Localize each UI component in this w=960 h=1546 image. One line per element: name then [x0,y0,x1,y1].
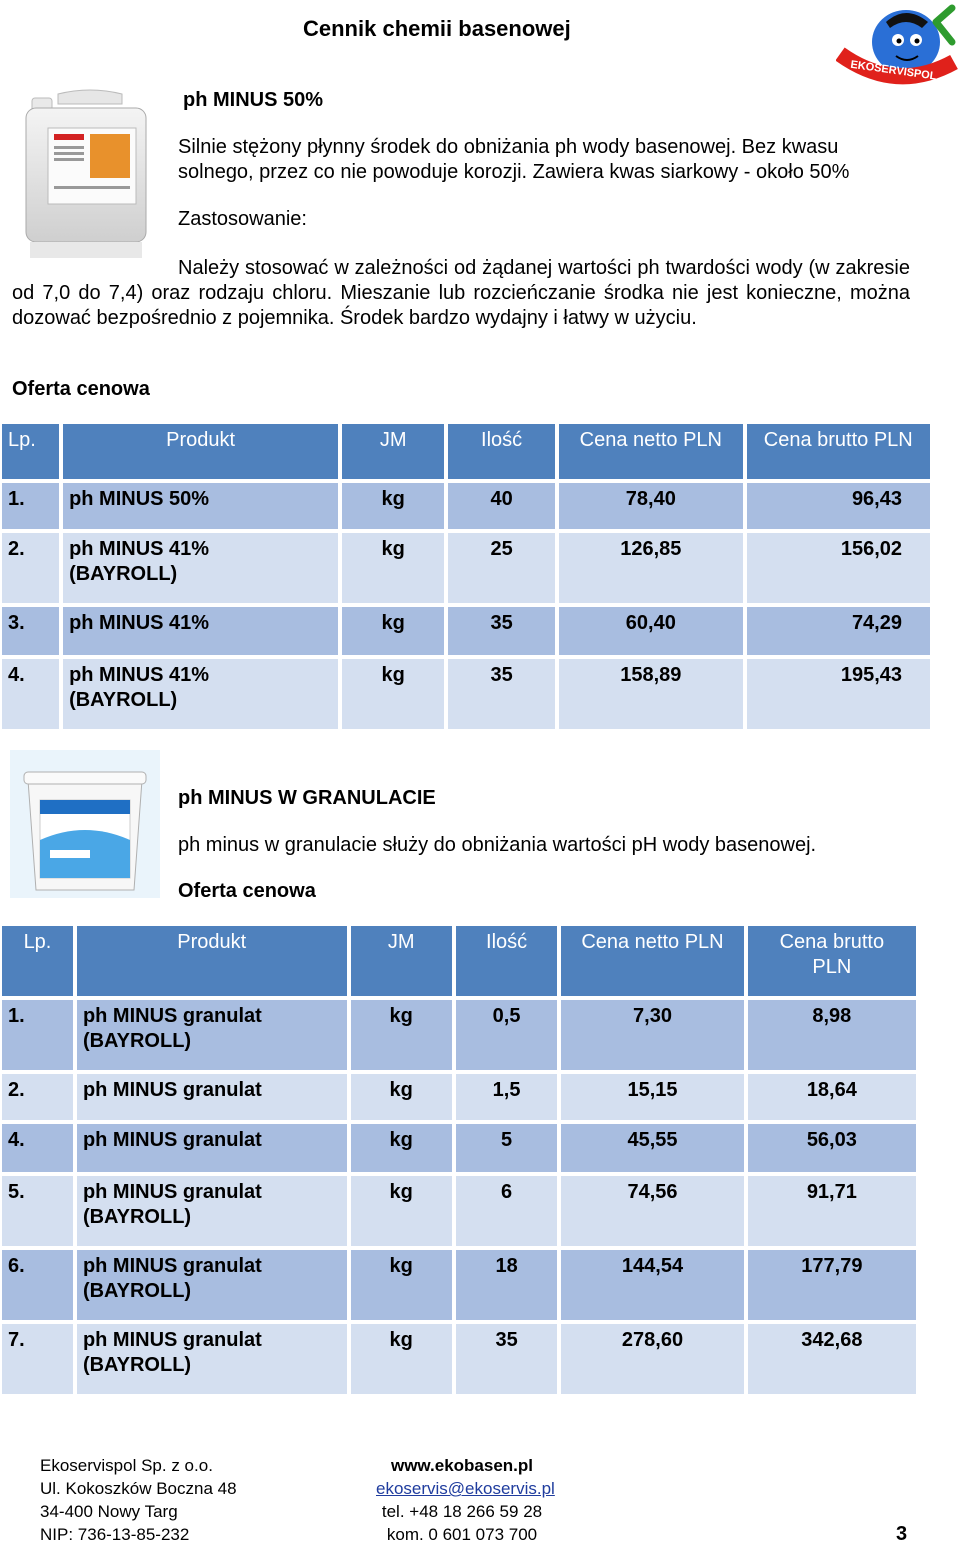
row-gross: 195,43 [747,659,930,729]
page-number: 3 [896,1523,908,1545]
row-gross: 91,71 [748,1176,916,1246]
column-header-lp: Lp. [2,926,73,996]
column-header-gross: Cena brutto PLN [747,424,930,479]
row-lp: 1. [2,483,59,529]
row-qty: 18 [456,1250,557,1320]
row-net: 126,85 [559,533,742,603]
usage-label: Zastosowanie: [178,208,307,230]
footer-address [40,1454,237,1546]
column-header-gross: Cena brutto PLN [748,926,916,996]
column-header-unit: JM [342,424,444,479]
row-lp: 4. [2,1124,73,1172]
footer-phone: tel. +48 18 266 59 28 [381,1502,543,1521]
footer-nip: NIP: 736-13-85-232 [40,1525,190,1544]
column-header-unit: JM [351,926,452,996]
row-net: 144,54 [561,1250,743,1320]
column-header-qty: Ilość [456,926,557,996]
row-gross: 56,03 [748,1124,916,1172]
row-unit: kg [351,1250,452,1320]
row-lp: 4. [2,659,59,729]
footer-contact [376,1454,555,1546]
row-qty: 5 [456,1124,557,1172]
row-unit: kg [351,1074,452,1120]
row-lp: 7. [2,1324,73,1394]
row-unit: kg [342,533,444,603]
row-net: 60,40 [559,607,742,655]
row-qty: 25 [448,533,555,603]
table-row [2,533,930,603]
column-header-product: Produkt [63,424,338,479]
footer-street: Ul. Kokoszków Boczna 48 [40,1479,237,1498]
row-product: ph MINUS 41% (BAYROLL) [63,533,338,603]
row-gross: 8,98 [748,1000,916,1070]
offer-label-granulate: Oferta cenowa [178,880,316,902]
row-net: 158,89 [559,659,742,729]
row-lp: 1. [2,1000,73,1070]
row-lp: 5. [2,1176,73,1246]
row-unit: kg [342,607,444,655]
table-row [2,1000,916,1070]
table-row [2,1250,916,1320]
row-product: ph MINUS 41% [63,607,338,655]
row-product: ph MINUS granulat (BAYROLL) [77,1324,347,1394]
row-unit: kg [351,1124,452,1172]
price-table-granulate [0,922,920,1398]
row-unit: kg [351,1000,452,1070]
footer-company: Ekoservispol Sp. z o.o. [40,1456,213,1475]
row-gross: 342,68 [748,1324,916,1394]
row-qty: 1,5 [456,1074,557,1120]
row-qty: 0,5 [456,1000,557,1070]
column-header-net: Cena netto PLN [561,926,743,996]
row-unit: kg [351,1324,452,1394]
table-row [2,1324,916,1394]
row-lp: 6. [2,1250,73,1320]
row-product: ph MINUS granulat (BAYROLL) [77,1176,347,1246]
footer-city: 34-400 Nowy Targ [40,1502,178,1521]
table-header-row [2,926,916,996]
row-net: 278,60 [561,1324,743,1394]
row-lp: 2. [2,533,59,603]
row-unit: kg [342,483,444,529]
product-image-canister [10,86,160,264]
row-net: 15,15 [561,1074,743,1120]
usage-text: Należy stosować w zależności od żądanej wartości ph twardości wody (w zakresie od 7,0 do 7,4) oraz rodzaju chloru. Mieszanie lub rozcieńczanie środka nie jest konieczne, można dozować bezpośrednio z pojemnika. Środek bardzo wydajny i łatwy w użyciu. [12,257,910,329]
granulate-intro: ph minus w granulacie służy do obniżania wartości pH wody basenowej. [178,834,817,856]
row-product: ph MINUS granulat (BAYROLL) [77,1250,347,1320]
table-row [2,607,930,655]
footer-mobile: kom. 0 601 073 700 [386,1525,538,1544]
row-net: 7,30 [561,1000,743,1070]
row-product: ph MINUS granulat [77,1074,347,1120]
row-product: ph MINUS granulat [77,1124,347,1172]
row-qty: 35 [456,1324,557,1394]
row-gross: 177,79 [748,1250,916,1320]
column-header-net: Cena netto PLN [559,424,742,479]
column-header-qty: Ilość [448,424,555,479]
row-net: 78,40 [559,483,742,529]
offer-label: Oferta cenowa [12,378,150,400]
footer-website[interactable]: www.ekobasen.pl [390,1456,534,1475]
row-qty: 35 [448,607,555,655]
row-qty: 35 [448,659,555,729]
company-logo [836,2,958,90]
row-qty: 40 [448,483,555,529]
row-product: ph MINUS 50% [63,483,338,529]
row-gross: 96,43 [747,483,930,529]
row-lp: 2. [2,1074,73,1120]
product-name-ph-minus-50: ph MINUS 50% [183,89,324,111]
row-net: 74,56 [561,1176,743,1246]
price-table-liquid [0,420,934,733]
product-intro: Silnie stężony płynny środek do obniżania ph wody basenowej. Bez kwasu solnego, przez co nie powoduje korozji. Zawiera kwas siarkowy - około 50% [178,136,850,183]
column-header-lp: Lp. [2,424,59,479]
row-qty: 6 [456,1176,557,1246]
table-row [2,1124,916,1172]
table-row [2,1176,916,1246]
footer-email-link[interactable]: ekoservis@ekoservis.pl [376,1479,555,1498]
row-gross: 74,29 [747,607,930,655]
row-net: 45,55 [561,1124,743,1172]
row-product: ph MINUS granulat (BAYROLL) [77,1000,347,1070]
row-lp: 3. [2,607,59,655]
column-header-product: Produkt [77,926,347,996]
table-row [2,1074,916,1120]
row-product: ph MINUS 41% (BAYROLL) [63,659,338,729]
table-row [2,483,930,529]
row-unit: kg [351,1176,452,1246]
page-title: Cennik chemii basenowej [303,16,571,41]
row-gross: 18,64 [748,1074,916,1120]
table-header-row [2,424,930,479]
row-unit: kg [342,659,444,729]
row-gross: 156,02 [747,533,930,603]
logo-text: EKOSERVISPOL [849,58,938,83]
product-name-granulate: ph MINUS W GRANULACIE [178,787,436,809]
table-row [2,659,930,729]
product-image-bucket [10,750,160,898]
